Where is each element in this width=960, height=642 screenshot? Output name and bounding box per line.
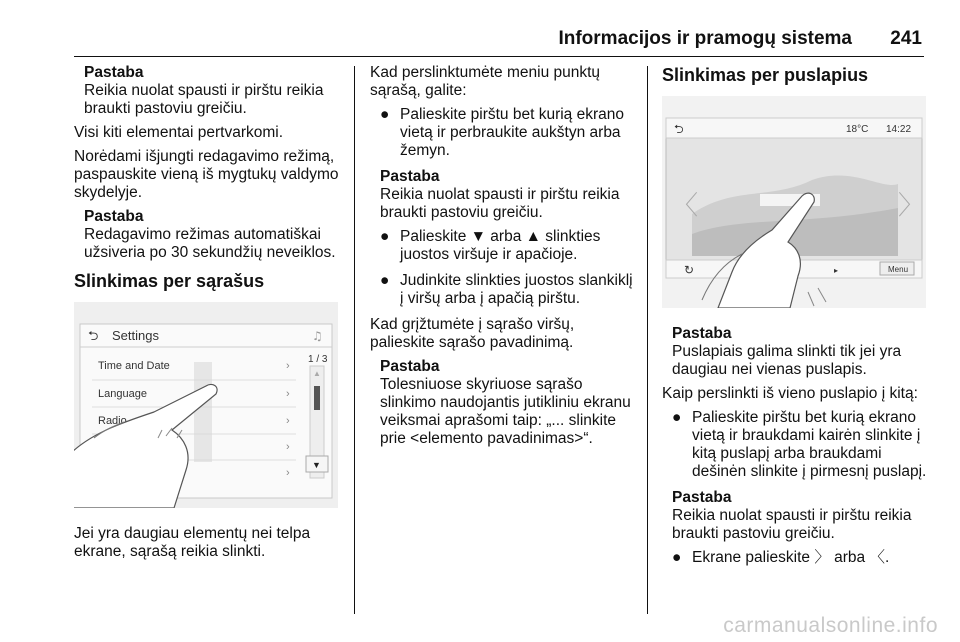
list-item-label: Radio	[98, 415, 127, 427]
rotate-icon: ↻	[684, 263, 695, 277]
page-scroll-illustration	[662, 96, 926, 308]
chevron-right-icon: ›	[286, 441, 290, 453]
list-scroll-illustration	[74, 302, 338, 508]
paragraph: Kad perslinktumėte meniu punktų sąrašą, galite:	[370, 64, 601, 99]
note-title: Pastaba	[672, 325, 732, 342]
note-title: Pastaba	[84, 208, 144, 225]
note-block	[672, 325, 928, 379]
list-item-label: Time and Date	[98, 360, 170, 372]
page-number: 241	[890, 28, 922, 49]
note-block	[672, 489, 928, 543]
chevron-right-icon: 〉	[898, 190, 925, 220]
bullet-item	[662, 409, 928, 481]
note-title: Pastaba	[380, 358, 440, 375]
note-text: Redagavimo režimas automatiškai užsiveria po 30 sekundžių neveiklos.	[84, 226, 336, 261]
note-block	[380, 358, 636, 448]
note-block	[84, 208, 346, 262]
music-icon: ♫	[312, 329, 323, 343]
column-3	[662, 64, 928, 575]
note-text: Tolesniuose skyriuose sąrašo slinkimo naudojantis jutikliniu ekranu veiksmai aprašomi taip: „... slinkite prie <elemento pavadinimas>“.	[380, 376, 631, 447]
note-text: Reikia nuolat spausti ir pirštu reikia braukti pastoviu greičiu.	[672, 507, 912, 542]
bullet-icon: ●	[380, 228, 390, 245]
column-divider	[354, 66, 355, 614]
play-icon: ▸	[834, 266, 839, 275]
bullet-text: Ekrane palieskite 〉 arba 〈.	[692, 549, 890, 566]
bullet-text: Palieskite ▼ arba ▲ slinkties juostos viršuje ir apačioje.	[400, 228, 601, 263]
page-header	[0, 0, 960, 56]
list-item-label: Language	[98, 388, 147, 400]
paragraph: Kad grįžtumėte į sąrašo viršų, palieskite sąrašo pavadinimą.	[370, 316, 575, 351]
note-block	[84, 64, 346, 118]
note-title: Pastaba	[84, 64, 144, 81]
note-text: Puslapiais galima slinkti tik jei yra daugiau nei vienas puslapis.	[672, 343, 902, 378]
chevron-right-icon: ›	[286, 467, 290, 479]
bullet-item	[370, 228, 636, 264]
paragraph: Norėdami išjungti redagavimo režimą, paspauskite vieną iš mygtukų valdymo skydelyje.	[74, 148, 339, 201]
settings-header-label: Settings	[112, 328, 159, 343]
watermark: carmanualsonline.info	[723, 614, 938, 637]
bullet-icon: ●	[672, 549, 682, 566]
chevron-left-icon: 〈	[672, 190, 699, 220]
scroll-down-icon: ▼	[312, 460, 321, 470]
menu-button-label: Menu	[888, 265, 909, 274]
bullet-icon: ●	[380, 272, 390, 289]
note-block	[380, 168, 636, 222]
column-2	[370, 64, 636, 454]
column-1	[74, 64, 346, 567]
bullet-text: Judinkite slinkties juostos slankiklį į viršų arba į apačią pirštu.	[400, 272, 633, 307]
bullet-text: Palieskite pirštu bet kurią ekrano vietą ir braukdami kairėn slinkite į kitą puslapį arba braukdami dešinėn slinkite į pirmesnį puslapį.	[692, 409, 927, 480]
chevron-right-icon: ›	[286, 360, 290, 372]
column-divider	[647, 66, 648, 614]
chevron-right-icon: ›	[286, 388, 290, 400]
paragraph: Jei yra daugiau elementų nei telpa ekrane, sąrašą reikia slinkti.	[74, 525, 311, 560]
bullet-text: Palieskite pirštu bet kurią ekrano vietą ir perbraukite aukštyn arba žemyn.	[400, 106, 625, 159]
note-text: Reikia nuolat spausti ir pirštu reikia braukti pastoviu greičiu.	[84, 82, 324, 117]
note-text: Reikia nuolat spausti ir pirštu reikia braukti pastoviu greičiu.	[380, 186, 620, 221]
section-heading: Slinkimas per puslapius	[662, 65, 869, 85]
bullet-icon: ●	[672, 409, 682, 426]
header-rule	[74, 56, 924, 57]
bullet-icon: ●	[380, 106, 390, 123]
page-indicator: 1 / 3	[308, 354, 328, 365]
section-heading: Slinkimas per sąrašus	[74, 271, 265, 291]
temperature-label: 18°C	[846, 124, 869, 135]
note-title: Pastaba	[672, 489, 732, 506]
scrollbar-thumb	[314, 386, 320, 410]
bullet-item	[662, 549, 928, 567]
scroll-up-icon: ▲	[313, 369, 321, 378]
back-icon: ⮌	[88, 329, 99, 344]
note-title: Pastaba	[380, 168, 440, 185]
bullet-item	[370, 272, 636, 308]
header-title: Informacijos ir pramogų sistema	[558, 28, 852, 49]
back-icon: ⮌	[674, 122, 684, 136]
paragraph: Visi kiti elementai pertvarkomi.	[74, 124, 284, 141]
bullet-item	[370, 106, 636, 160]
chevron-right-icon: ›	[286, 415, 290, 427]
paragraph: Kaip perslinkti iš vieno puslapio į kitą:	[662, 385, 918, 402]
time-label: 14:22	[886, 124, 912, 135]
